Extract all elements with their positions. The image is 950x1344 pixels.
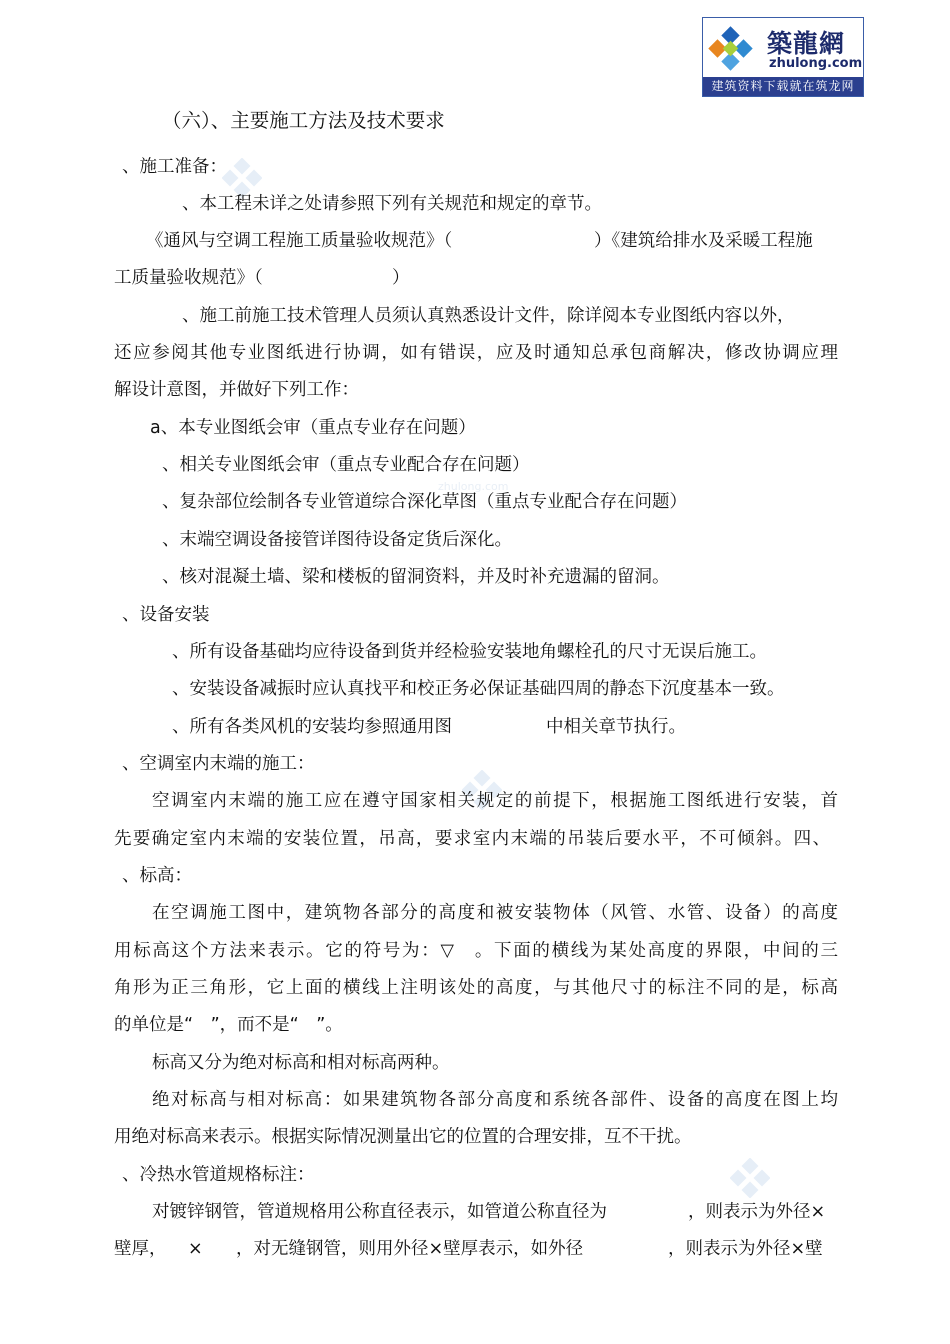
paragraph-line: ）《建筑给排水及采暖工程施 <box>594 231 813 251</box>
paragraph-line: 对镀锌钢管，管道规格用公称直径表示，如管道公称直径为 <box>152 1202 607 1222</box>
list-item: 、相关专业图纸会审（重点专业配合存在问题） <box>162 455 530 475</box>
heading-elevation: 、标高： <box>122 866 192 886</box>
heading-equipment: 、设备安装 <box>122 605 210 625</box>
paragraph-line: 在空调施工图中，建筑物各部分的高度和被安装物体（风管、水管、设备）的高度 <box>152 903 838 923</box>
paragraph-line: × <box>188 1239 203 1259</box>
paragraph-line: 工质量验收规范》（ <box>114 268 263 288</box>
section-title: （六）、主要施工方法及技术要求 <box>162 109 445 132</box>
list-item: 中相关章节执行。 <box>546 717 686 737</box>
paragraph-line: ） <box>392 268 410 288</box>
list-item: 、核对混凝土墙、梁和楼板的留洞资料，并及时补充遗漏的留洞。 <box>162 567 670 587</box>
list-item: a、本专业图纸会审（重点专业存在问题） <box>150 418 476 438</box>
paragraph-line: ，对无缝钢管，则用外径×壁厚表示，如外径 <box>236 1239 584 1259</box>
watermark-text: zhulong.com <box>438 480 509 493</box>
list-item: 、末端空调设备接管详图待设备定货后深化。 <box>162 530 512 550</box>
paragraph-line: 先要确定室内末端的安装位置，吊高，要求室内末端的吊装后要水平，不可倾斜。四、 <box>114 829 830 849</box>
paragraph-line: 绝对标高与相对标高：如果建筑物各部分高度和系统各部件、设备的高度在图上均 <box>152 1090 838 1110</box>
heading-pipe-spec: 、冷热水管道规格标注： <box>122 1165 315 1185</box>
paragraph-line: 的单位是“ ”，而不是“ ”。 <box>114 1015 343 1035</box>
paragraph-line: 标高又分为绝对标高和相对标高两种。 <box>152 1053 450 1073</box>
heading-preparation: 、施工准备： <box>122 157 227 177</box>
paragraph-line: 角形为正三角形，它上面的横线上注明该处的高度，与其他尺寸的标注不同的是，标高 <box>114 978 838 998</box>
heading-terminal: 、空调室内末端的施工： <box>122 754 315 774</box>
list-item: 、复杂部位绘制各专业管道综合深化草图（重点专业配合存在问题） <box>162 492 687 512</box>
logo-banner: 建筑资料下载就在筑龙网 <box>703 77 863 96</box>
logo-name: 築龍網 <box>767 29 846 58</box>
paragraph-line: ，则表示为外径×壁 <box>668 1239 823 1259</box>
list-item: 、安装设备减振时应认真找平和校正务必保证基础四周的静态下沉度基本一致。 <box>172 679 785 699</box>
paragraph-line: 、施工前施工技术管理人员须认真熟悉设计文件，除详阅本专业图纸内容以外， <box>182 306 795 326</box>
paragraph-line: 用标高这个方法来表示。它的符号为：▽ 。下面的横线为某处高度的界限，中间的三 <box>114 941 838 961</box>
logo-domain: zhulong.com <box>769 56 863 71</box>
list-item: 、所有设备基础均应待设备到货并经检验安装地角螺栓孔的尺寸无误后施工。 <box>172 642 767 662</box>
paragraph-line: 解设计意图，并做好下列工作： <box>114 380 359 400</box>
paragraph-line: 壁厚， <box>114 1239 167 1259</box>
paragraph-line: 《通风与空调工程施工质量验收规范》（ <box>146 231 453 251</box>
zhulong-logo <box>702 17 864 97</box>
list-item: 、所有各类风机的安装均参照通用图 <box>172 717 452 737</box>
paragraph-line: 用绝对标高来表示。根据实际情况测量出它的位置的合理安排，互不干扰。 <box>114 1127 692 1147</box>
paragraph-line: 还应参阅其他专业图纸进行协调，如有错误，应及时通知总承包商解决，修改协调应理 <box>114 343 838 363</box>
watermark-logo-icon <box>730 1158 770 1198</box>
paragraph-line: 、本工程未详之处请参照下列有关规范和规定的章节。 <box>182 194 602 214</box>
paragraph-line: 空调室内末端的施工应在遵守国家相关规定的前提下，根据施工图纸进行安装，首 <box>152 791 838 811</box>
paragraph-line: ，则表示为外径× <box>688 1202 826 1222</box>
